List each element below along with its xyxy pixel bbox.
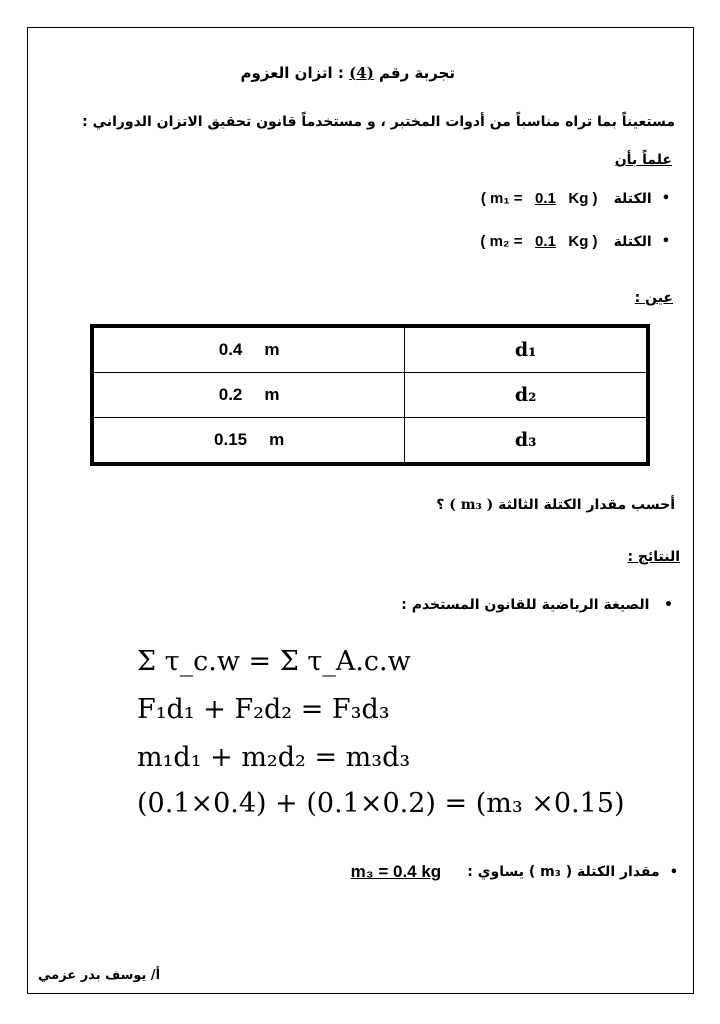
bullet-icon: • (661, 234, 670, 249)
distance-value: 0.2 (218, 385, 243, 404)
bullet-icon: • (664, 597, 673, 613)
distance-symbol: d₁ (405, 326, 648, 373)
mass-expression (481, 190, 598, 207)
answer-value: m₃ = 0.4 kg (350, 862, 442, 881)
answer-verb: يساوي : (467, 864, 524, 880)
distance-table (90, 324, 650, 466)
answer-symbol: ( m₃ ) (528, 864, 573, 880)
distance-unit: m (269, 430, 285, 449)
answer-line (351, 862, 678, 882)
distance-value: 0.15 (214, 430, 248, 449)
formula-label-line (401, 597, 673, 613)
distance-value: 0.4 (218, 340, 243, 359)
mass-line-2 (480, 233, 670, 250)
author-name: أ/ يوسف بدر عزمي (38, 968, 161, 983)
mass-unit: Kg ) (568, 190, 598, 207)
find-heading: عين : (634, 290, 673, 306)
intro-text: مستعيناً بما تراه مناسباً من أدوات المختبر ، و مستخدماً قانون تحقيق الاتزان الدوراني : (82, 114, 675, 130)
distance-value-cell (92, 326, 405, 373)
answer-label: مقدار الكتلة (577, 864, 660, 880)
mass-label: الكتلة (613, 190, 652, 207)
title-suffix: : اتزان العزوم (240, 64, 344, 82)
mass-symbol: ( m₂ = (480, 233, 523, 250)
mass-symbol: ( m₁ = (480, 190, 523, 207)
question-text (436, 497, 675, 513)
distance-symbol: d₂ (405, 373, 648, 418)
distance-symbol: d₃ (405, 418, 648, 465)
mass-expression (480, 233, 597, 250)
results-heading: النتائج : (627, 549, 680, 565)
mass-value: 0.1 (535, 233, 556, 250)
table-row (92, 418, 648, 465)
given-heading: علماً بأن (614, 152, 672, 168)
mass-unit: Kg ) (568, 233, 598, 250)
experiment-number: (4) (349, 64, 374, 82)
table-row (92, 373, 648, 418)
distance-unit: m (264, 385, 280, 404)
equation-1: Σ τ_c.w = Σ τ_A.c.w (137, 646, 411, 677)
distance-unit: m (264, 340, 280, 359)
distance-value-cell (92, 418, 405, 465)
bullet-icon: • (669, 864, 678, 880)
question-label: أحسب مقدار الكتلة الثالثة (498, 497, 675, 513)
formula-label: الصيغة الرياضية للقانون المستخدم : (401, 597, 650, 613)
mass-value: 0.1 (535, 190, 556, 207)
mass-label: الكتلة (613, 233, 652, 250)
equation-2: F₁d₁ + F₂d₂ = F₃d₃ (137, 694, 390, 725)
equation-4: (0.1×0.4) + (0.1×0.2) = (m₃ ×0.15) (137, 788, 625, 819)
equation-3: m₁d₁ + m₂d₂ = m₃d₃ (137, 742, 411, 773)
question-symbol: ( m₃ ) (449, 497, 494, 513)
table-row (92, 326, 648, 373)
question-mark: ؟ (436, 497, 445, 513)
bullet-icon: • (661, 191, 670, 206)
mass-line-1 (481, 190, 670, 207)
page-title (241, 64, 455, 82)
distance-value-cell (92, 373, 405, 418)
title-prefix: تجربة رقم (379, 64, 455, 82)
